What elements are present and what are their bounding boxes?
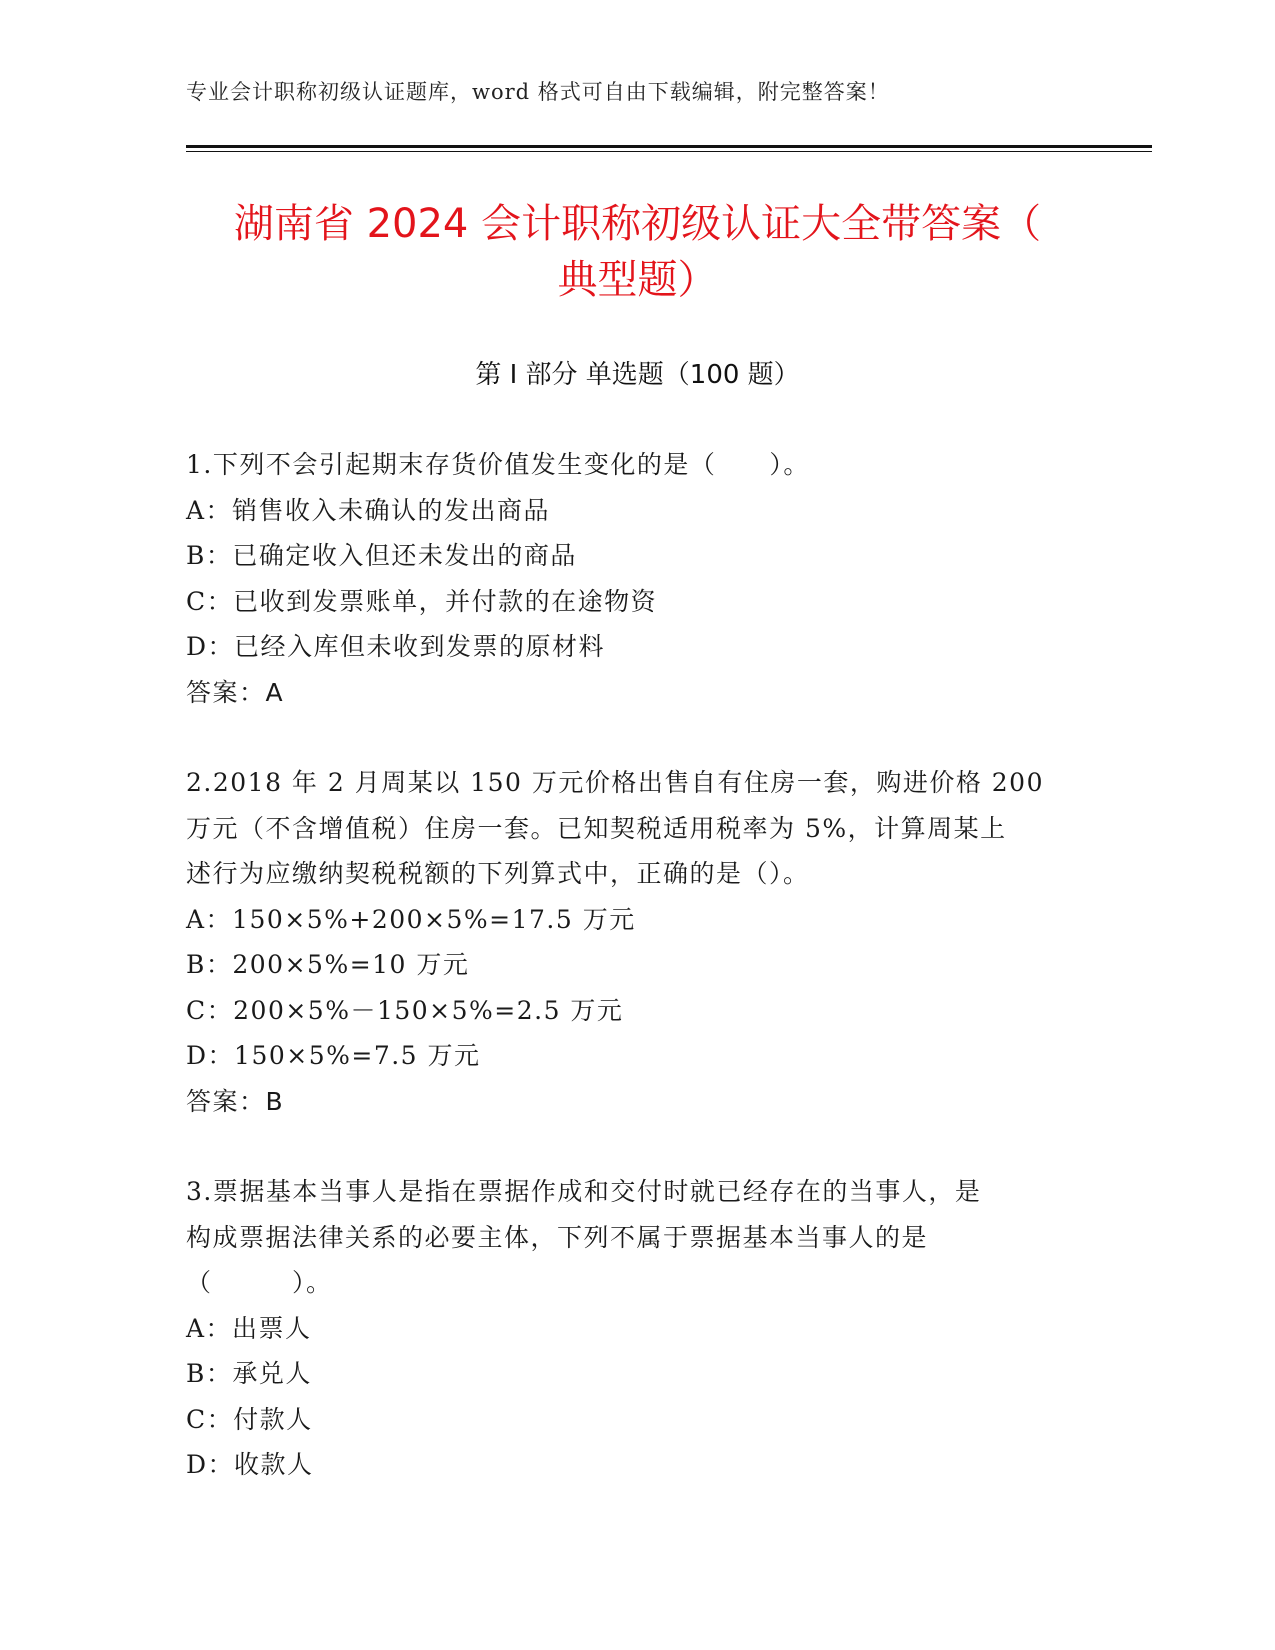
title-line-1: 湖南省 2024 会计职称初级认证大全带答案（	[233, 201, 1042, 247]
question-stem-line: 构成票据法律关系的必要主体，下列不属于票据基本当事人的是	[186, 1222, 929, 1252]
option-d: D：已经入库但未收到发票的原材料	[186, 632, 606, 661]
option-c: C：200×5%－150×5%=2.5 万元	[186, 995, 624, 1025]
question-stem-line: （ ）。	[186, 1268, 333, 1297]
question-stem-line: 2.2018 年 2 月周某以 150 万元价格出售自有住房一套，购进价格 200	[186, 768, 1044, 797]
option-a: A：150×5%+200×5%=17.5 万元	[186, 904, 636, 934]
question-3	[186, 1169, 1066, 1488]
header-rule-thin	[186, 151, 1152, 152]
option-b: B：200×5%=10 万元	[186, 950, 470, 979]
question-2	[186, 760, 1066, 1124]
option-c: C：付款人	[186, 1404, 313, 1434]
question-stem-line: 3.票据基本当事人是指在票据作成和交付时就已经存在的当事人，是	[186, 1177, 982, 1206]
option-a: A：出票人	[186, 1313, 312, 1343]
option-d: D：收款人	[186, 1450, 314, 1479]
answer: 答案：A	[186, 677, 285, 707]
question-1	[186, 442, 1066, 715]
document-title	[150, 196, 1125, 308]
option-b: B：承兑人	[186, 1359, 312, 1388]
option-a: A：销售收入未确认的发出商品	[186, 495, 551, 525]
answer: 答案：B	[186, 1086, 285, 1116]
header-note: 专业会计职称初级认证题库，word 格式可自由下载编辑，附完整答案！	[186, 80, 890, 104]
question-stem-line: 万元（不含增值税）住房一套。已知契税适用税率为 5%，计算周某上	[186, 813, 1007, 843]
question-list	[186, 442, 1066, 1533]
header-rule-thick	[186, 145, 1152, 148]
question-stem-line: 1.下列不会引起期末存货价值发生变化的是（ ）。	[186, 450, 810, 479]
title-line-2: 典型题）	[557, 257, 718, 303]
option-b: B：已确定收入但还未发出的商品	[186, 541, 577, 570]
option-d: D：150×5%=7.5 万元	[186, 1041, 481, 1070]
section-title: 第 I 部分 单选题（100 题）	[475, 360, 800, 390]
option-c: C：已收到发票账单，并付款的在途物资	[186, 586, 658, 616]
question-stem-line: 述行为应缴纳契税税额的下列算式中，正确的是（）。	[186, 859, 810, 888]
